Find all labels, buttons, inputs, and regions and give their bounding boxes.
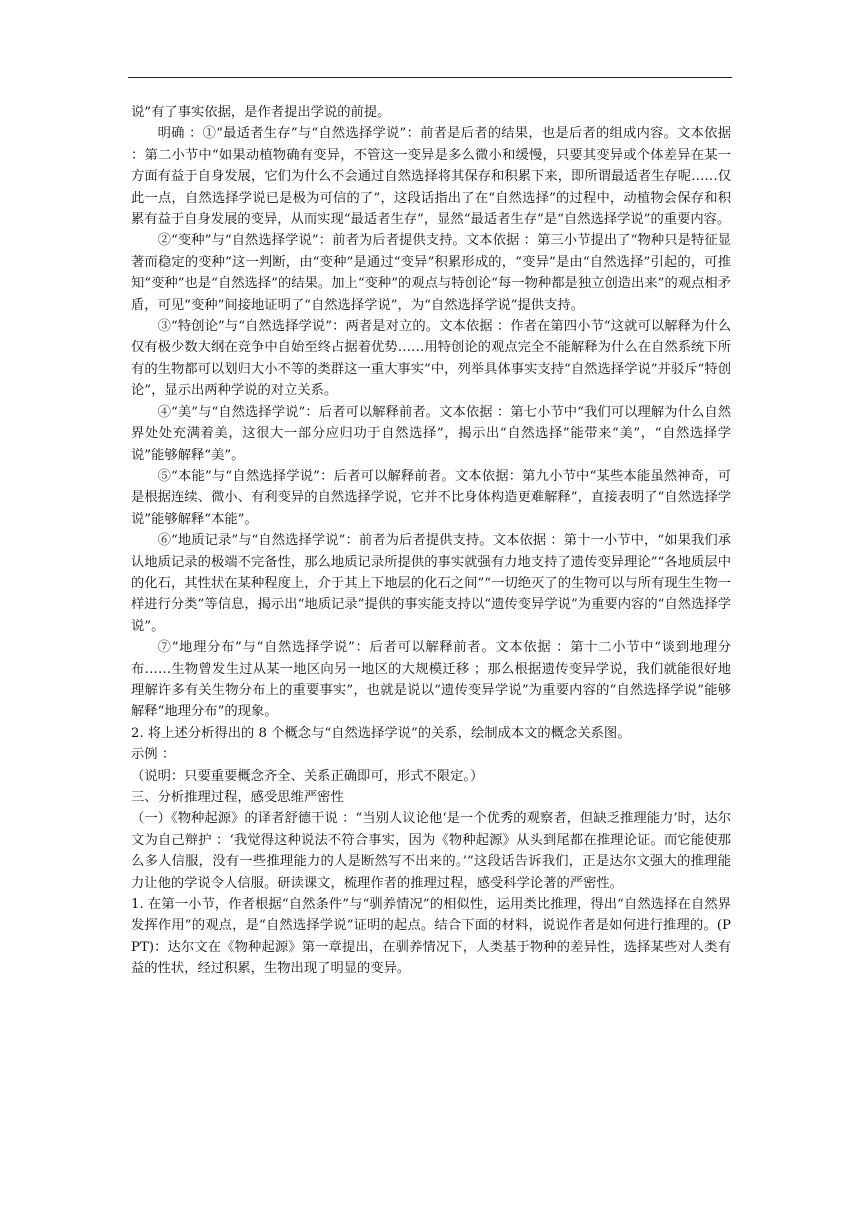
header-rule xyxy=(128,77,732,78)
section-heading: 三、分析推理过程，感受思维严密性 xyxy=(131,790,344,805)
paragraph: ⑥“地质记录”与“自然选择学说”：前者为后者提供支持。文本依据 ：第十一小节中，“如果我们承认地质记录的极端不完备性，那么地质记录所提供的事实就强有力地支持了遗传变异理论”“各地质层中的化石，其性状在某种程度上，介于其上下地层的化石之间”“一切绝灭了的生物可以与所有现生生物一样进行分类”等信息，揭示出“地质记录”提供的事实能支持以“遗传变异学说”为重要内容的“自然选择学说”。 xyxy=(131,533,731,634)
paragraph: 示例 ： xyxy=(131,747,176,763)
paragraph: 明确 ：①“最适者生存”与“自然选择学说”：前者是后者的结果，也是后者的组成内容。文本依据 ：第二小节中“如果动植物确有变异，不管这一变异是多么微小和缓慢，只要其变异或个体差异在某一方面有益于自身发展，它们为什么不会通过自然选择将其保存和积累下来，即所谓最适者生存呢……仅此一点，自然选择学说已是极为可信的了”，这段话指出了在“自然选择”的过程中，动植物会保存和积累有益于自身发展的变异，从而实现“最适者生存”，显然“最适者生存”是“自然选择学说”的重要内容。 xyxy=(131,126,731,228)
paragraph: ⑦“地理分布”与“自然选择学说”：后者可以解释前者。文本依据 ：第十二小节中“谈到地理分布……生物曾发生过从某一地区向另一地区的大规模迁移 ；那么根据遗传变异学说，我们就能很好地理解许多有关生物分布上的重要事实”，也就是说以“遗传变异学说”为重要内容的“自然选择学说”能够解释“地理分布”的现象。 xyxy=(131,640,731,720)
paragraph: 说”有了事实依据，是作者提出学说的前提。 xyxy=(131,105,391,120)
paragraph: ②“变种”与“自然选择学说”：前者为后者提供支持。文本依据 ：第三小节提出了“物种只是特征显著而稳定的变种”这一判断，由“变种”是通过“变异”积累形成的，“变异”是由“自然选择”引起的，可推知“变种”也是“自然选择”的结果。加上“变种”的观点与特创论“每一物种都是独立创造出来”的观点相矛盾，可见“变种”间接地证明了“自然选择学说”，为“自然选择学说”提供支持。 xyxy=(131,233,731,313)
document-body xyxy=(131,102,731,980)
paragraph: ③“特创论”与“自然选择学说”：两者是对立的。文本依据 ：作者在第四小节“这就可以解释为什么仅有极少数大纲在竞争中自始至终占据着优势……用特创论的观点完全不能解释为什么在自然系统下所有的生物都可以划归大小不等的类群这一重大事实”中，列举具体事实支持“自然选择学说”并驳斥“特创论”，显示出两种学说的对立关系。 xyxy=(131,319,731,399)
paragraph: 2. 将上述分析得出的 8 个概念与“自然选择学说”的关系，绘制成本文的概念关系图。 xyxy=(131,725,631,741)
paragraph: （一）《物种起源》的译者舒德干说 ：“当别人议论他‘是一个优秀的观察者，但缺乏推理能力’时，达尔文为自己辩护 ：‘我觉得这种说法不符合事实，因为《物种起源》从头到尾都在推理论证。而它能使那么多人信服，没有一些推理能力的人是断然写不出来的。’”这段话告诉我们，正是达尔文强大的推理能力让他的学说令人信服。研读课文，梳理作者的推理过程，感受科学论著的严密性。 xyxy=(131,811,731,891)
paragraph: 1. 在第一小节，作者根据“自然条件”与“驯养情况”的相似性，运用类比推理，得出“自然选择在自然界发挥作用”的观点，是“自然选择学说”证明的起点。结合下面的材料，说说作者是如何进行推理的。(PPT)：达尔文在《物种起源》第一章提出，在驯养情况下，人类基于物种的差异性，选择某些对人类有益的性状，经过积累，生物出现了明显的变异。 xyxy=(131,897,731,977)
paragraph: ⑤“本能”与“自然选择学说”：后者可以解释前者。文本依据：第九小节中“某些本能虽然神奇，可是根据连续、微小、有利变异的自然选择学说，它并不比身体构造更难解释”，直接表明了“自然选择学说”能够解释“本能”。 xyxy=(131,468,731,527)
paragraph: ④“美”与“自然选择学说”：后者可以解释前者。文本依据 ：第七小节中“我们可以理解为什么自然界处处充满着美，这很大一部分应归功于自然选择”，揭示出“自然选择”能带来“美”，“自然选择学说”能够解释“美”。 xyxy=(131,404,731,463)
paragraph: （说明：只要重要概念齐全、关系正确即可，形式不限定。） xyxy=(131,768,484,784)
